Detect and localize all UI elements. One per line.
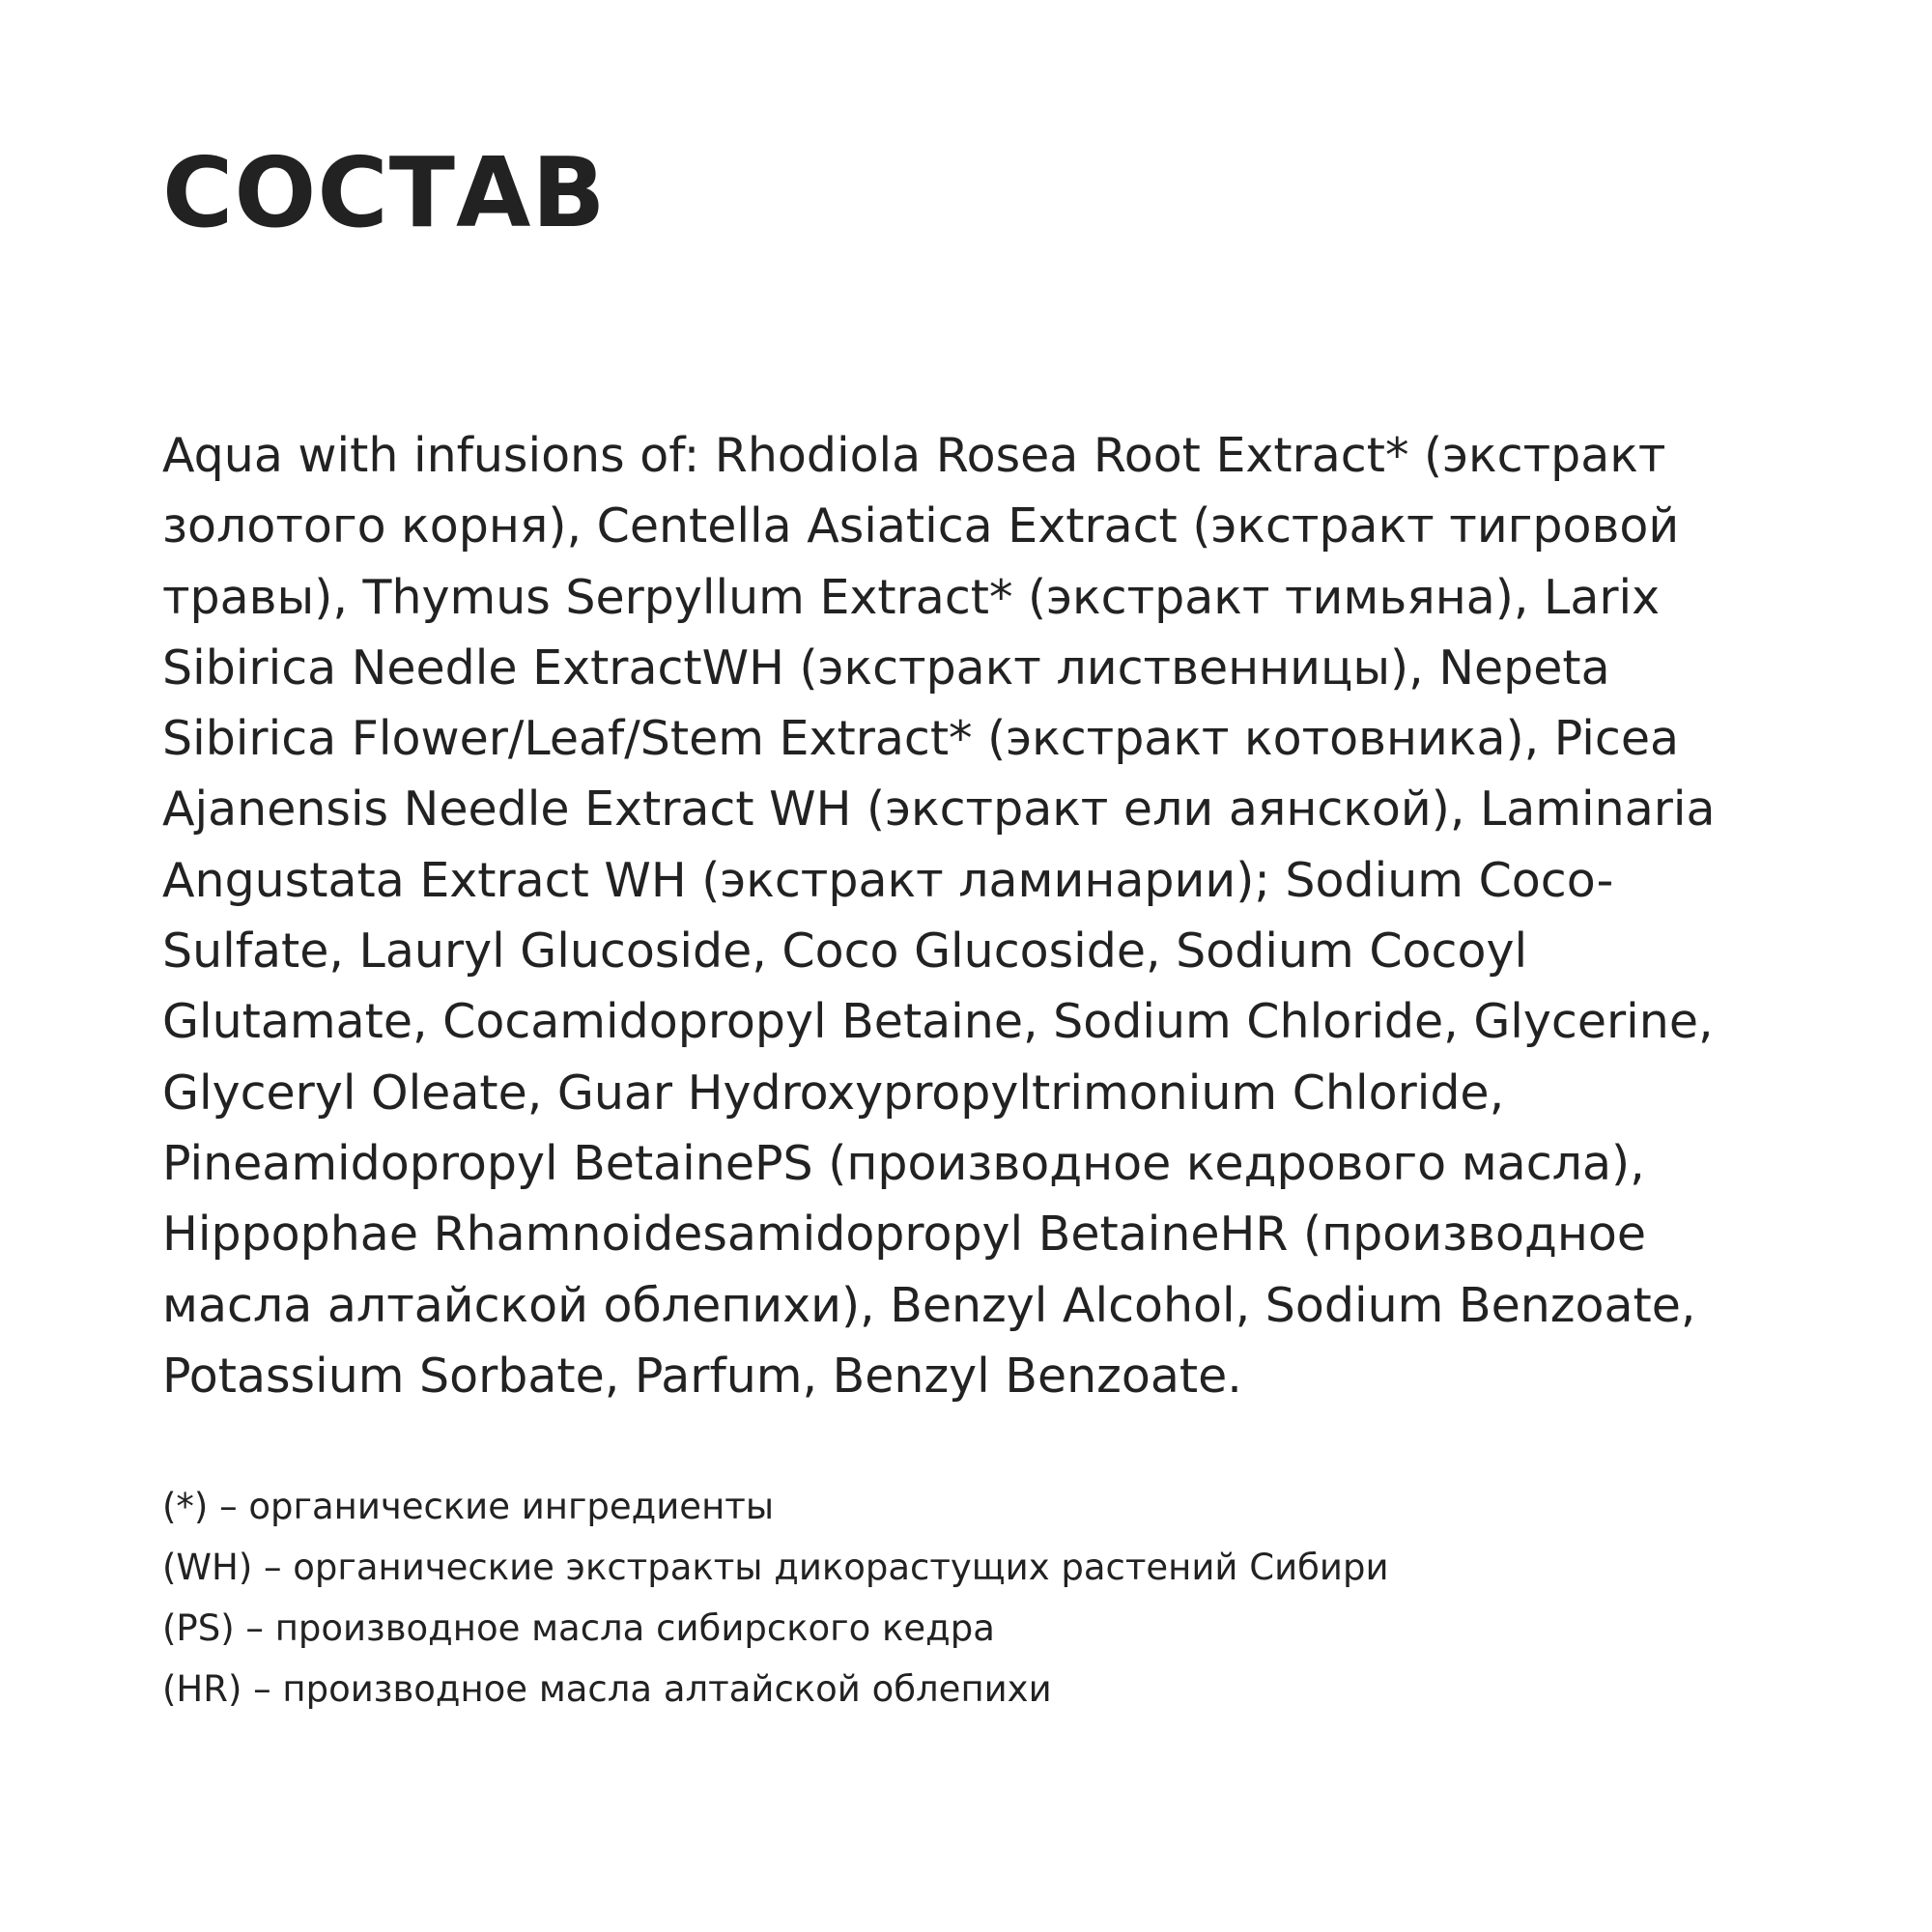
- ingredients-line: Angustata Extract WH (экстракт ламинарии); Sodium Coco-: [162, 852, 1614, 908]
- ingredients-line: Sibirica Flower/Leaf/Stem Extract* (экстракт котовника), Picea: [162, 711, 1679, 767]
- ingredients-line: Ajanensis Needle Extract WH (экстракт ели аянской), Laminaria: [162, 781, 1716, 838]
- ingredients-line: Aqua with infusions of: Rhodiola Rosea Root Extract* (экстракт: [162, 428, 1666, 483]
- footnote-organic: (*) – органические ингредиенты: [162, 1486, 775, 1527]
- ingredients-line: Glyceryl Oleate, Guar Hydroxypropyltrimonium Chloride,: [162, 1065, 1505, 1121]
- ingredients-line: Potassium Sorbate, Parfum, Benzyl Benzoate.: [162, 1348, 1242, 1404]
- ingredients-line: Sulfate, Lauryl Glucoside, Coco Glucoside, Sodium Cocoyl: [162, 923, 1528, 980]
- ingredients-line: Pineamidopropyl BetainePS (производное кедрового масла),: [162, 1135, 1645, 1191]
- ingredients-line: травы), Thymus Serpyllum Extract* (экстракт тимьяна), Larix: [162, 569, 1661, 625]
- footnotes: [162, 1476, 1389, 1719]
- page-title: СОСТАВ: [162, 136, 607, 249]
- ingredients-line: Glutamate, Cocamidopropyl Betaine, Sodium Chloride, Glycerine,: [162, 994, 1714, 1050]
- ingredients-line: Hippophae Rhamnoidesamidopropyl BetaineHR (производное: [162, 1207, 1647, 1263]
- ingredients-line: Sibirica Needle ExtractWH (экстракт лиственницы), Nepeta: [162, 639, 1610, 696]
- ingredients-list: [162, 420, 1785, 1411]
- footnote-ps: (PS) – производное масла сибирского кедра: [162, 1607, 995, 1649]
- footnote-wh: (WH) – органические экстракты дикорастущих растений Сибири: [162, 1547, 1389, 1588]
- ingredients-line: масла алтайской облепихи), Benzyl Alcohol, Sodium Benzoate,: [162, 1277, 1696, 1333]
- ingredients-line: золотого корня), Centella Asiatica Extract (экстракт тигровой: [162, 498, 1680, 554]
- footnote-hr: (HR) – производное масла алтайской облепихи: [162, 1668, 1052, 1710]
